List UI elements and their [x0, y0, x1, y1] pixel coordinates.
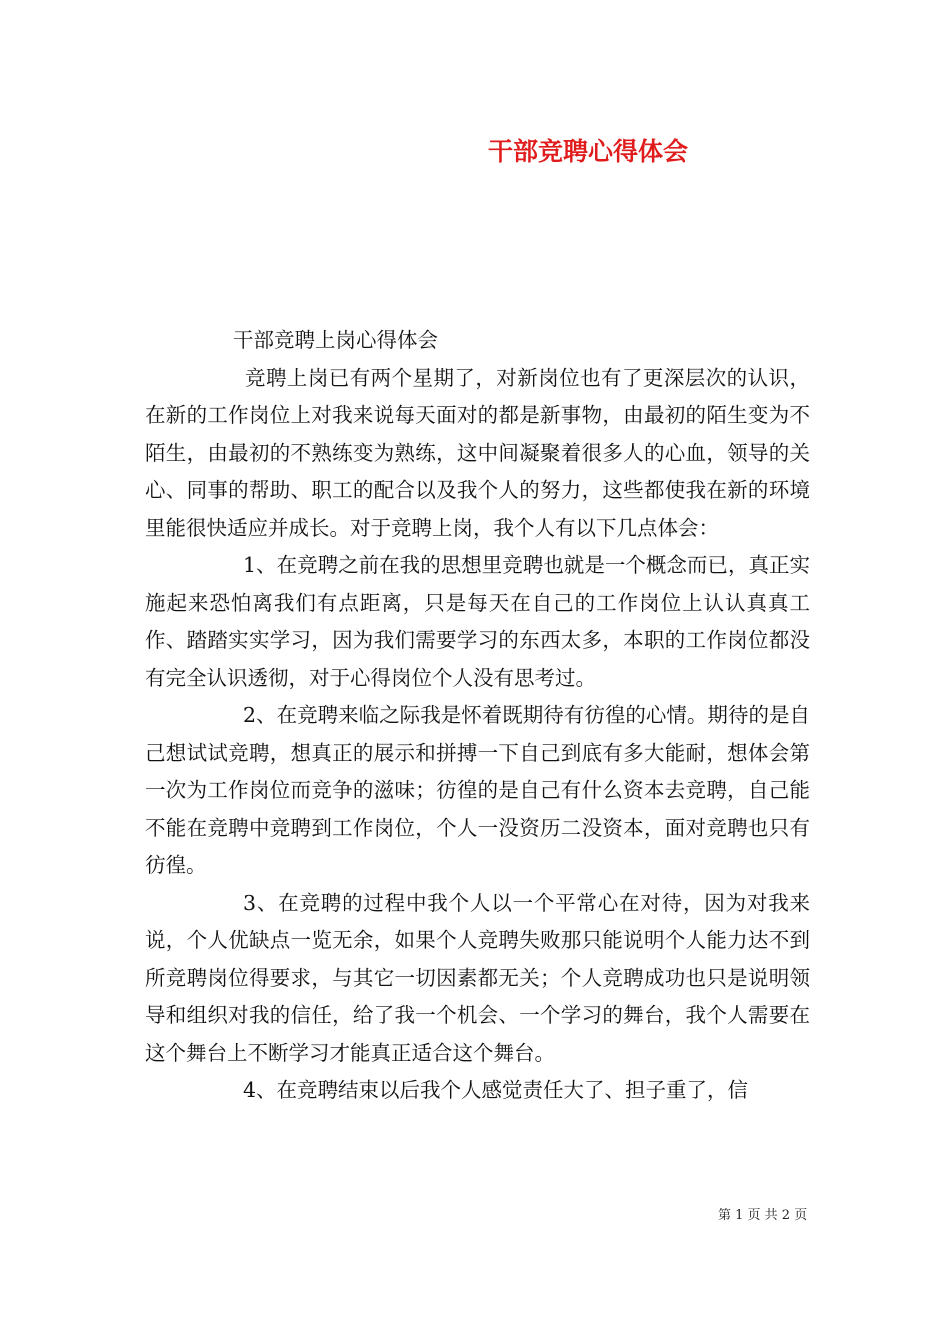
- paragraph-intro: 竞聘上岗已有两个星期了，对新岗位也有了更深层次的认识，在新的工作岗位上对我来说每天面对的都是新事物，由最初的陌生变为不陌生，由最初的不熟练变为熟练，这中间凝聚着很多人的心血，领导的关心、同事的帮助、职工的配合以及我个人的努力，这些都使我在新的环境里能很快适应并成长。对于竞聘上岗，我个人有以下几点体会：: [145, 365, 810, 540]
- page-number: 第 1 页 共 2 页: [718, 1208, 808, 1223]
- page-title: 干部竞聘心得体会: [488, 137, 689, 166]
- paragraph-point-2: 2、在竞聘来临之际我是怀着既期待有彷徨的心情。期待的是自己想试试竞聘，想真正的展示和拼搏一下自己到底有多大能耐，想体会第一次为工作岗位而竞争的滋味；彷徨的是自己有什么资本去竞聘，自己能不能在竞聘中竞聘到工作岗位，个人一没资历二没资本，面对竞聘也只有彷徨。: [145, 703, 810, 877]
- paragraph-point-3: 3、在竞聘的过程中我个人以一个平常心在对待，因为对我来说，个人优缺点一览无余，如果个人竞聘失败那只能说明个人能力达不到所竞聘岗位得要求，与其它一切因素都无关；个人竞聘成功也只是说明领导和组织对我的信任，给了我一个机会、一个学习的舞台，我个人需要在这个舞台上不断学习才能真正适合这个舞台。: [145, 890, 810, 1065]
- paragraph-point-1: 1、在竞聘之前在我的思想里竞聘也就是一个概念而已，真正实施起来恐怕离我们有点距离，只是每天在自己的工作岗位上认认真真工作、踏踏实实学习，因为我们需要学习的东西太多，本职的工作岗位都没有完全认识透彻，对于心得岗位个人没有思考过。: [145, 553, 810, 690]
- document-body: [145, 322, 810, 1110]
- paragraph-point-4: 4、在竞聘结束以后我个人感觉责任大了、担子重了，信: [243, 1078, 749, 1102]
- document-subtitle: 干部竞聘上岗心得体会: [233, 328, 438, 352]
